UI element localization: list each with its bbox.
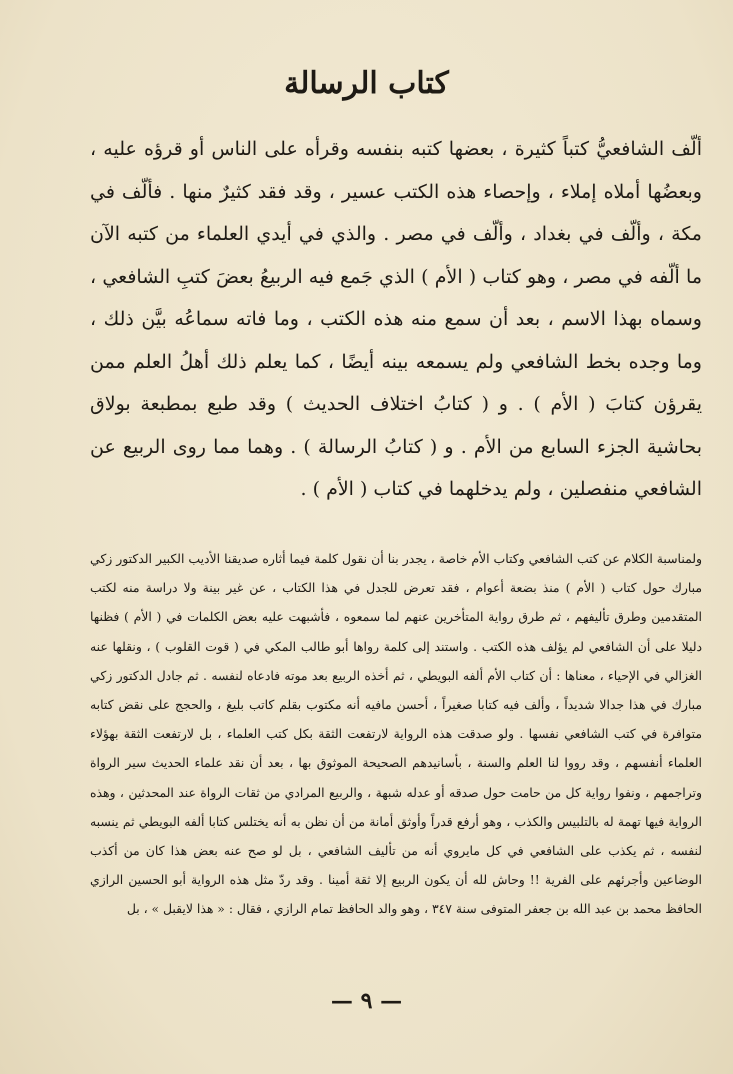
notes-paragraph: ولمناسبة الكلام عن كتب الشافعي وكتاب الأم خاصة ، يجدر بنا أن نقول كلمة فيما أثاره صديقنا الأديب الكبير الدكتور زكي مبارك حول كتاب ( الأم ) منذ بضعة أعوام ، فقد تعرض للجدل في هذا الكتاب ، عن غير بينة ولا دراسة منه لكتب المتقدمين وطرق تأليفهم ، ثم طرق رواية المتأخرين عنهم لما سمعوه ، فأشبهت عليه بعض الكلمات في ( الأم ) فظنها دليلا على أن الشافعي لم يؤلف هذه الكتب . واستند إلى كلمة رواها أبو طالب المكي في ( قوت القلوب ) ، ونقلها عنه الغزالي في الإحياء ، معناها : أن كتاب الأم ألفه البويطي ، ثم أخذه الربيع بعد موته فادعاه لنفسه . ثم جادل الدكتور زكي مبارك في هذا جدالا شديداً ، وألف فيه كتابا صغيراً ، أحسن مافيه أنه مكتوب بقلم كاتب بليغ ، والحجج على نقض كتابه متوافرة في كتب الشافعي نفسها . ولو صدقت هذه الرواية لارتفعت الثقة بكل كتب العلماء ، بل لارتفعت الثقة بهؤلاء العلماء أنفسهم ، وقد رووا لنا العلم والسنة ، بأسانيدهم الصحيحة الموثوق بها ، بعد أن نقد علماء الحديث سير الرواة وتراجمهم ، ونفوا رواية كل من حامت حول صدقه أو عدله شبهة ، والربيع المرادي من ثقات الرواة عند المحدثين ، وهذه الرواية فيها تهمة له بالتلبيس والكذب ، وهو أرفع قدراً وأوثق أمانة من أن نظن به أنه يختلس كتابا ألفه البويطي ثم ينسبه لنفسه ، ثم يكذب على الشافعي في كل مايروي أنه من تأليف الشافعي ، بل لو صح عنه بعض هذا كان من أكذب الوضاعين وأجرئهم على الفرية !! وحاش لله أن يكون الربيع إلا ثقة أمينا . وقد ردّ مثل هذه الرواية أبو الحسين الرازي الحافظ محمد بن عبد الله بن جعفر المتوفى سنة ٣٤٧ ، وهو والد الحافظ تمام الرازي ، فقال : « هذا لايقبل » ، بل (90, 551, 702, 917)
page-title: كتاب الرسالة (284, 66, 449, 101)
main-paragraph: ألّف الشافعيُّ كتباً كثيرة ، بعضها كتبه بنفسه وقرأه على الناس أو قرؤه عليه ، وبعضُها أملاه إملاء ، وإحصاء هذه الكتب عسير ، وقد فقد كثيرٌ منها . فألّف في مكة ، وألّف في بغداد ، وألّف في مصر . والذي في أيدي العلماء من كتبه الآن ما ألّفه في مصر ، وهو كتاب ( الأم ) الذي جَمع فيه الربيعُ بعضَ كتبِ الشافعي ، وسماه بهذا الاسم ، بعد أن سمع منه هذه الكتب ، وما فاته سماعُه بيَّن ذلك ، وما وجده بخط الشافعي ولم يسمعه بينه أيضًا ، كما يعلم ذلك أهلُ العلم ممن يقرؤن كتابَ ( الأم ) . و ( كتابُ اختلاف الحديث ) وقد طبع بمطبعة بولاق بحاشية الجزء السابع من الأم . و ( كتابُ الرسالة ) . وهما مما روى الربيع عن الشافعي منفصلين ، ولم يدخلهما في كتاب ( الأم ) . (90, 138, 702, 500)
main-text (90, 128, 702, 511)
notes-text (90, 544, 702, 924)
page-number: — ٩ — (330, 988, 403, 1014)
